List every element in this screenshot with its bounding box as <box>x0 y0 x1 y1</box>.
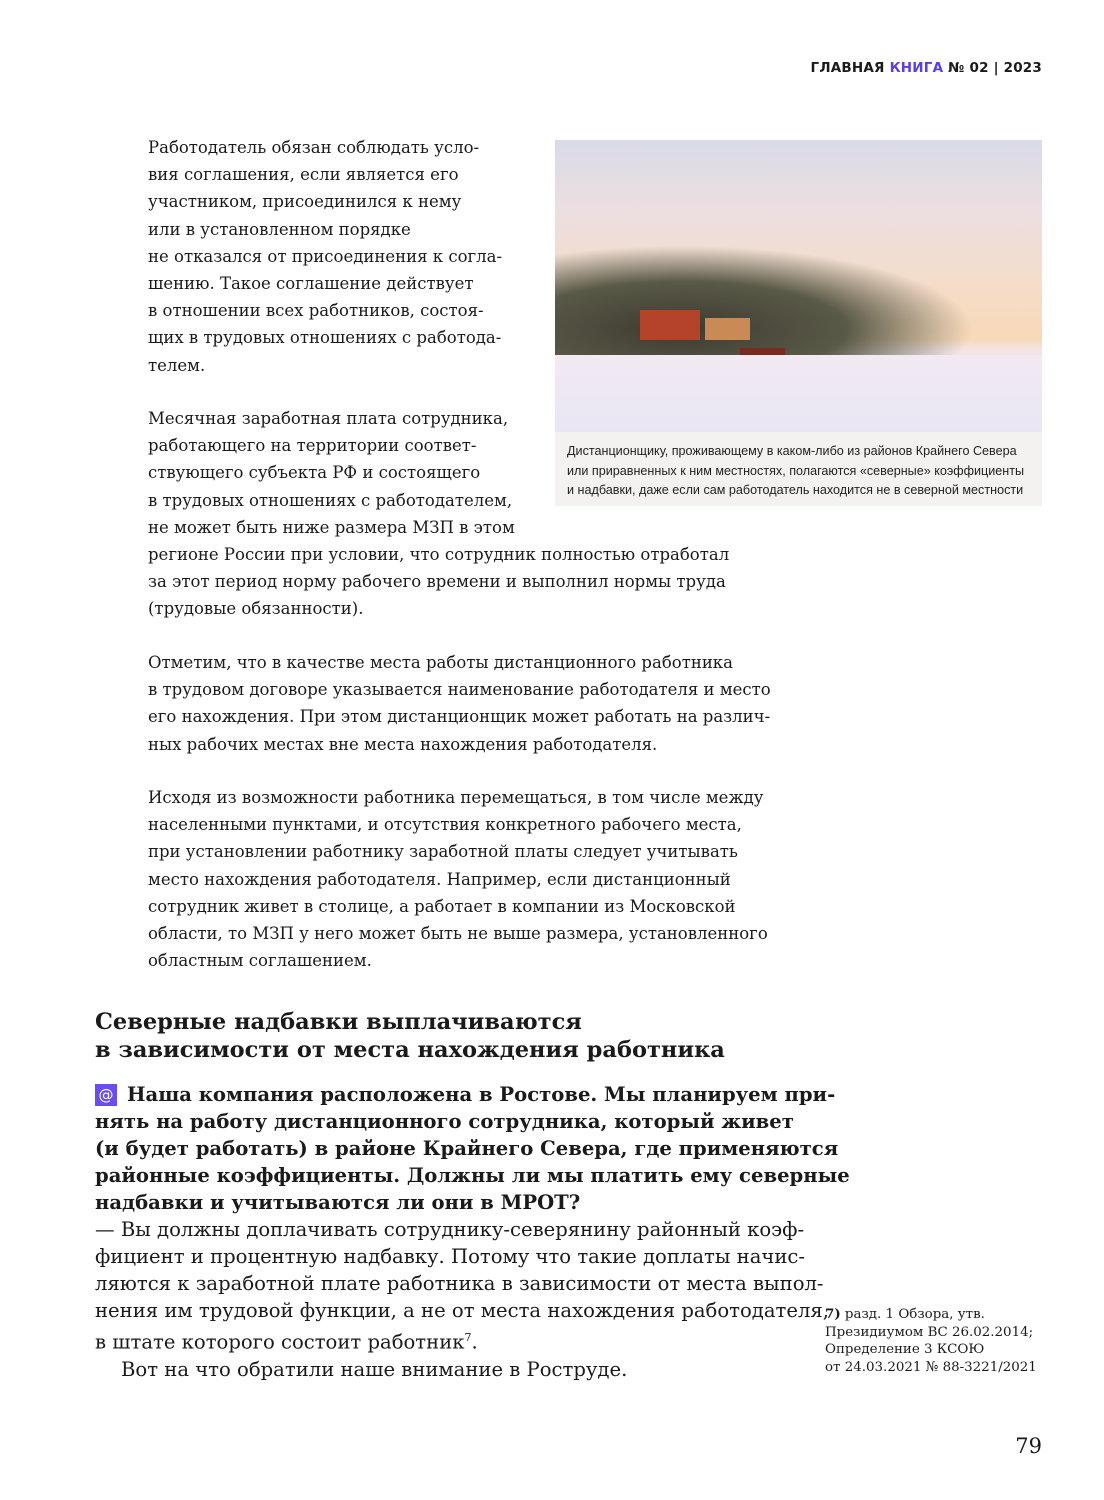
answer-line: в штате которого состоит работник <box>95 1330 465 1354</box>
text-line: вия соглашения, если является его <box>148 165 459 185</box>
question-at-icon: @ <box>95 1084 117 1106</box>
text-line: регионе России при условии, что сотрудник полностью отработал <box>148 545 730 565</box>
text-line: не отказался от присоединения к согла- <box>148 246 503 266</box>
page-number: 79 <box>1015 1434 1042 1458</box>
section-heading <box>95 1008 725 1064</box>
text-line: ных рабочих местах вне места нахождения работодателя. <box>148 734 658 754</box>
question-line: районные коэффициенты. Должны ли мы платить ему северные <box>95 1164 850 1187</box>
paragraph-3 <box>148 649 771 758</box>
footnote-ref[interactable]: 7 <box>464 1331 472 1344</box>
text-line: ствующего субъекта РФ и состоящего <box>148 463 481 483</box>
answer-line: ляются к заработной плате работника в зависимости от места выпол- <box>95 1272 824 1295</box>
text-line: за этот период норму рабочего времени и выполнил нормы труда <box>148 572 726 592</box>
footnote-number: 7) <box>825 1306 841 1322</box>
text-line: областным соглашением. <box>148 951 372 971</box>
footnote-line: разд. 1 Обзора, утв. <box>844 1307 985 1322</box>
paragraph-1 <box>148 134 502 379</box>
text-line: или приравненных к ним местностях, полагаются «северные» коэффициенты <box>567 463 1025 478</box>
text-line: Месячная заработная плата сотрудника, <box>148 409 509 428</box>
text-line: или в установленном порядке <box>148 219 411 239</box>
paragraph-4 <box>148 784 768 974</box>
text-line: в отношении всех работников, состоя- <box>148 301 484 321</box>
answer-line: нения им трудовой функции, а не от места нахождения работодателя, <box>95 1299 829 1322</box>
text-line: населенными пунктами, и отсутствия конкретного рабочего места, <box>148 815 742 835</box>
question-line: (и будет работать) в районе Крайнего Севера, где применяются <box>95 1137 839 1160</box>
text-line: Исходя из возможности работника перемещаться, в том числе между <box>148 788 764 807</box>
footnote <box>825 1306 1037 1376</box>
answer-line: Вот на что обратили наше внимание в Роструде. <box>121 1357 628 1381</box>
running-header <box>811 60 1042 76</box>
text-line: Северные надбавки выплачиваются <box>95 1009 582 1035</box>
text-line: не может быть ниже размера МЗП в этом <box>148 517 515 537</box>
brand-accent: КНИГА <box>889 60 944 76</box>
brand-name: ГЛАВНАЯ <box>810 60 885 76</box>
photo-caption <box>555 432 1042 506</box>
text-line: его нахождения. При этом дистанционщик может работать на различ- <box>148 707 771 727</box>
footnote-line: от 24.03.2021 № 88-3221/2021 <box>825 1359 1037 1375</box>
text-line: в зависимости от места нахождения работника <box>95 1037 725 1063</box>
text-line: работающего на территории соответ- <box>148 436 477 456</box>
text-line: в трудовом договоре указывается наименование работодателя и место <box>148 680 771 700</box>
text-line: области, то МЗП у него может быть не выше размера, установленного <box>148 924 768 944</box>
answer: — Вы должны доплачивать сотруднику-северянину районный коэф- фициент и процентную надбавку. Потому что такие доплаты начис- ляются к заработной плате работника в зависимости от места выпол- нения им трудовой функции, а не от места нахождения работодателя, в штате которого состоит работник$^7$. Вот на что обратили наше внимание в Роструде. <box>95 1216 850 1383</box>
footnote-line: Определение 3 КСОЮ <box>825 1342 985 1357</box>
question-line: Наша компания расположена в Ростове. Мы планируем при- <box>127 1083 836 1106</box>
question-answer <box>95 1081 850 1383</box>
text-line: Работодатель обязан соблюдать усло- <box>148 138 480 157</box>
question <box>95 1081 850 1216</box>
question-line: нять на работу дистанционного сотрудника, который живет <box>95 1110 794 1133</box>
text-line: щих в трудовых отношениях с работода- <box>148 328 502 348</box>
winter-village-photo <box>555 140 1042 432</box>
text-line: Отметим, что в качестве места работы дистанционного работника <box>148 653 733 672</box>
answer-line: фициент и процентную надбавку. Потому что такие доплаты начис- <box>95 1245 806 1268</box>
text-line: участником, присоединился к нему <box>148 192 462 212</box>
text-line: в трудовых отношениях с работодателем, <box>148 490 513 510</box>
text-line: телем. <box>148 355 206 375</box>
text-line: шению. Такое соглашение действует <box>148 274 474 294</box>
issue-number: № 02 | 2023 <box>948 60 1042 76</box>
question-line: надбавки и учитываются ли они в МРОТ? <box>95 1191 581 1214</box>
text-line: место нахождения работодателя. Например, если дистанционный <box>148 869 731 889</box>
text-line: (трудовые обязанности). <box>148 599 364 619</box>
text-line: Дистанционщику, проживающему в каком-либо из районов Крайнего Севера <box>567 444 1017 458</box>
text-line: и надбавки, даже если сам работодатель находится не в северной местности <box>567 483 1024 497</box>
answer-line: — Вы должны доплачивать сотруднику-северянину районный коэф- <box>95 1218 805 1241</box>
text-line: сотрудник живет в столице, а работает в компании из Московской <box>148 896 736 916</box>
footnote-line: Президиумом ВС 26.02.2014; <box>825 1324 1034 1340</box>
text-line: при установлении работнику заработной платы следует учитывать <box>148 842 738 862</box>
